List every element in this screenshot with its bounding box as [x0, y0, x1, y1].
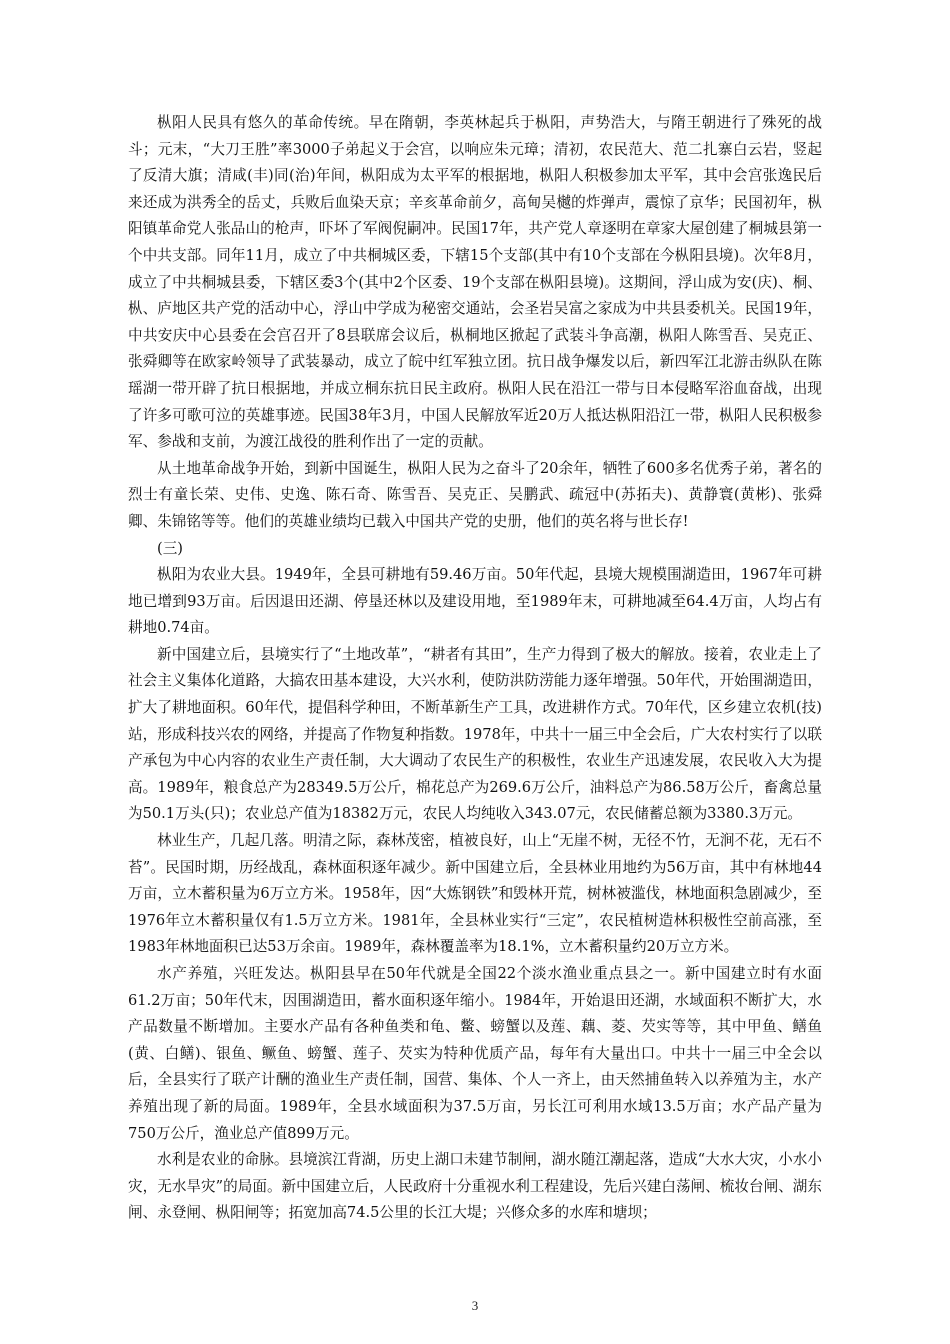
paragraph-revolutionary-tradition: 枞阳人民具有悠久的革命传统。早在隋朝，李英林起兵于枞阳，声势浩大，与隋王朝进行了殊死的战斗；元末，“大刀王胜”率3000子弟起义于会宫，以响应朱元璋；清初，农民范大、范二扎寨白云岩，竖起了反清大旗；清咸(丰)同(治)年间，枞阳成为太平军的根据地，枞阳人积极参加太平军，其中会宫张逸民后来还成为洪秀全的岳丈，兵败后血染天京；辛亥革命前夕，高甸吴樾的炸弹声，震惊了京华；民国初年，枞阳镇革命党人张品山的枪声，吓坏了军阀倪嗣冲。民国17年，共产党人章逐明在章家大屋创建了桐城县第一个中共支部。同年11月，成立了中共桐城区委，下辖15个支部(其中有10个支部在今枞阳县境)。次年8月，成立了中共桐城县委，下辖区委3个(其中2个区委、19个支部在枞阳县境)。这期间，浮山成为安(庆)、桐、枞、庐地区共产党的活动中心，浮山中学成为秘密交通站，会圣岩吴富之家成为中共县委机关。民国19年，中共安庆中心县委在会宫召开了8县联席会议后，枞桐地区掀起了武装斗争高潮，枞阳人陈雪吾、吴克正、张舜卿等在欧家岭领导了武装暴动，成立了皖中红军独立团。抗日战争爆发以后，新四军江北游击纵队在陈瑶湖一带开辟了抗日根据地，并成立桐东抗日民主政府。枞阳人民在沿江一带与日本侵略军浴血奋战，出现了许多可歌可泣的英雄事迹。民国38年3月，中国人民解放军近20万人抵达枞阳沿江一带，枞阳人民积极参军、参战和支前，为渡江战役的胜利作出了一定的贡献。 [128, 114, 822, 451]
page-number: 3 [471, 1298, 479, 1313]
paragraph-aquaculture: 水产养殖，兴旺发达。枞阳县早在50年代就是全国22个淡水渔业重点县之一。新中国建立时有水面61.2万亩；50年代末，因围湖造田，蓄水面积逐年缩小。1984年，开始退田还湖，水域面积不断扩大，水产品数量不断增加。主要水产品有各种鱼类和龟、鳖、螃蟹以及莲、藕、菱、芡实等等，其中甲鱼、鳝鱼(黄、白鳝)、银鱼、鳜鱼、螃蟹、莲子、芡实为特种优质产品，每年有大量出口。中共十一届三中全会以后，全县实行了联产计酬的渔业生产责任制，国营、集体、个人一齐上，由天然捕鱼转入以养殖为主，水产养殖出现了新的局面。1989年，全县水域面积为37.5万亩，另长江可利用水域13.5万亩；水产品产量为750万公斤，渔业总产值899万元。 [128, 965, 822, 1142]
section-heading: (三) [157, 539, 183, 557]
paragraph-farmland: 枞阳为农业大县。1949年，全县可耕地有59.46万亩。50年代起，县境大规模围湖造田，1967年可耕地已增到93万亩。后因退田还湖、停垦还林以及建设用地，至1989年末，可耕地减至64.4万亩，人均占有耕地0.74亩。 [128, 566, 822, 637]
paragraph-agriculture: 新中国建立后，县境实行了“土地改革”，“耕者有其田”，生产力得到了极大的解放。接着，农业走上了社会主义集体化道路，大搞农田基本建设，大兴水利，使防洪防涝能力逐年增强。50年代，开始围湖造田，扩大了耕地面积。60年代，提倡科学种田，不断革新生产工具，改进耕作方式。70年代，区乡建立农机(技)站，形成科技兴农的网络，并提高了作物复种指数。1978年，中共十一届三中全会后，广大农村实行了以联产承包为中心内容的农业生产责任制，大大调动了农民生产的积极性，农业生产迅速发展，农民收入大为提高。1989年，粮食总产为28349.5万公斤，棉花总产为269.6万公斤，油料总产为86.58万公斤，畜禽总量为50.1万头(只)；农业总产值为18382万元，农民人均纯收入343.07元，农民储蓄总额为3380.3万元。 [128, 645, 822, 823]
paragraph-forestry: 林业生产，几起几落。明清之际，森林茂密，植被良好，山上“无崖不树，无径不竹，无涧不花，无石不苔”。民国时期，历经战乱，森林面积逐年减少。新中国建立后，全县林业用地约为56万亩，其中有林地44万亩，立木蓄积量为6万立方米。1958年，因“大炼钢铁”和毁林开荒，树林被滥伐，林地面积急剧减少，至1976年立木蓄积量仅有1.5万立方米。1981年，全县林业实行“三定”，农民植树造林积极性空前高涨，至1983年林地面积已达53万余亩。1989年，森林覆盖率为18.1%，立木蓄积量约20万立方米。 [128, 832, 822, 956]
document-body [128, 110, 822, 1227]
paragraph-martyrs: 从土地革命战争开始，到新中国诞生，枞阳人民为之奋斗了20余年，牺牲了600多名优秀子弟，著名的烈士有童长荣、史伟、史逸、陈石奇、陈雪吾、吴克正、吴鹏武、疏冠中(苏拓夫)、黄静寰(黄彬)、张舜卿、朱锦铭等等。他们的英雄业绩均已载入中国共产党的史册，他们的英名将与世长存! [128, 459, 822, 530]
paragraph-water-conservancy: 水利是农业的命脉。县境滨江背湖，历史上湖口未建节制闸，湖水随江潮起落，造成“大水大灾，小水小灾，无水旱灾”的局面。新中国建立后，人民政府十分重视水利工程建设，先后兴建白荡闸、梳妆台闸、湖东闸、永登闸、枞阳闸等；拓宽加高74.5公里的长江大堤；兴修众多的水库和塘坝； [128, 1151, 822, 1222]
